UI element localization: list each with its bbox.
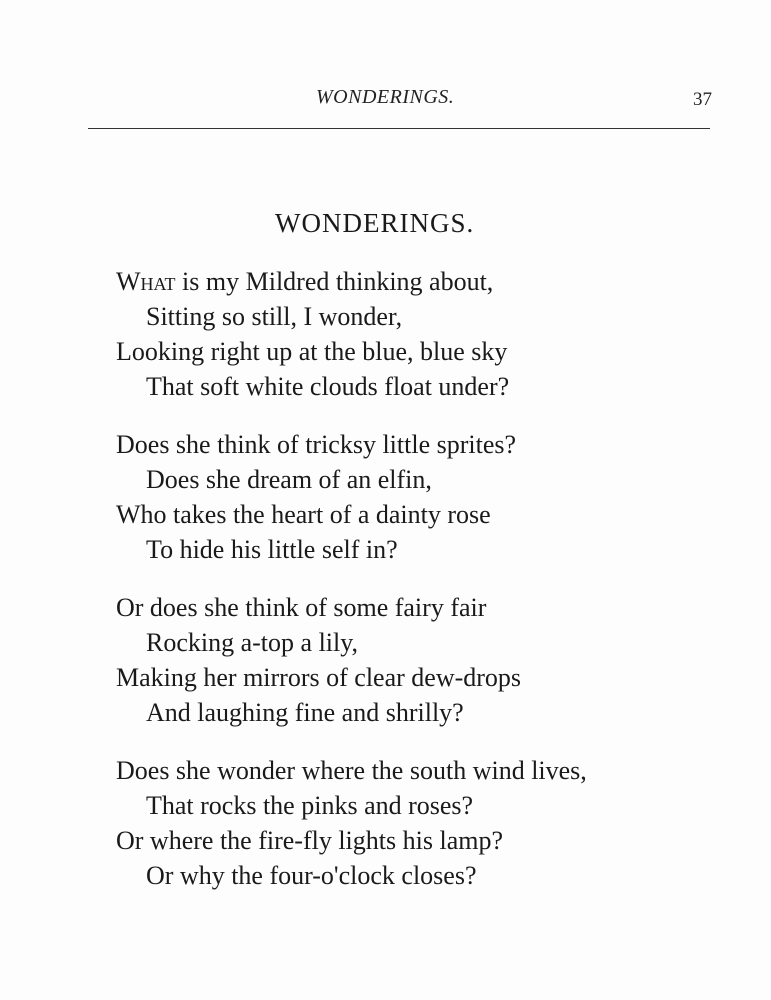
poem-line-2-4: To hide his little self in? [146,535,398,564]
poem-line-2-1: Does she think of tricksy little sprites? [116,430,517,459]
poem-line-1-2: Sitting so still, I wonder, [146,302,403,331]
stanza-2 [116,427,716,567]
poem-line-2-3: Who takes the heart of a dainty rose [116,500,491,529]
stanza-1 [116,264,716,404]
first-line-rest: is my Mildred thinking about, [175,267,494,296]
poem-body [116,264,716,916]
poem-line-1-1 [116,264,716,299]
poem-line-3-3: Making her mirrors of clear dew-drops [116,663,522,692]
page-number: 37 [693,89,712,110]
poem-line-1-4: That soft white clouds float under? [146,372,510,401]
running-head-title: WONDERINGS. [316,86,455,108]
header-rule [88,128,710,129]
poem-line-3-1: Or does she think of some fairy fair [116,593,487,622]
poem-line-1-3: Looking right up at the blue, blue sky [116,337,508,366]
stanza-3 [116,590,716,730]
initial-word: What [116,267,176,296]
poem-line-2-2: Does she dream of an elfin, [146,465,432,494]
poem-line-3-4: And laughing fine and shrilly? [146,698,464,727]
poem-line-4-2: That rocks the pinks and roses? [146,791,474,820]
poem-line-4-3: Or where the fire-fly lights his lamp? [116,826,503,855]
poem-line-3-2: Rocking a-top a lily, [146,628,359,657]
poem-line-4-4: Or why the four-o'clock closes? [146,861,477,890]
poem-title: WONDERINGS. [275,208,475,238]
poem-line-4-1: Does she wonder where the south wind lives, [116,756,587,785]
stanza-4 [116,753,716,893]
